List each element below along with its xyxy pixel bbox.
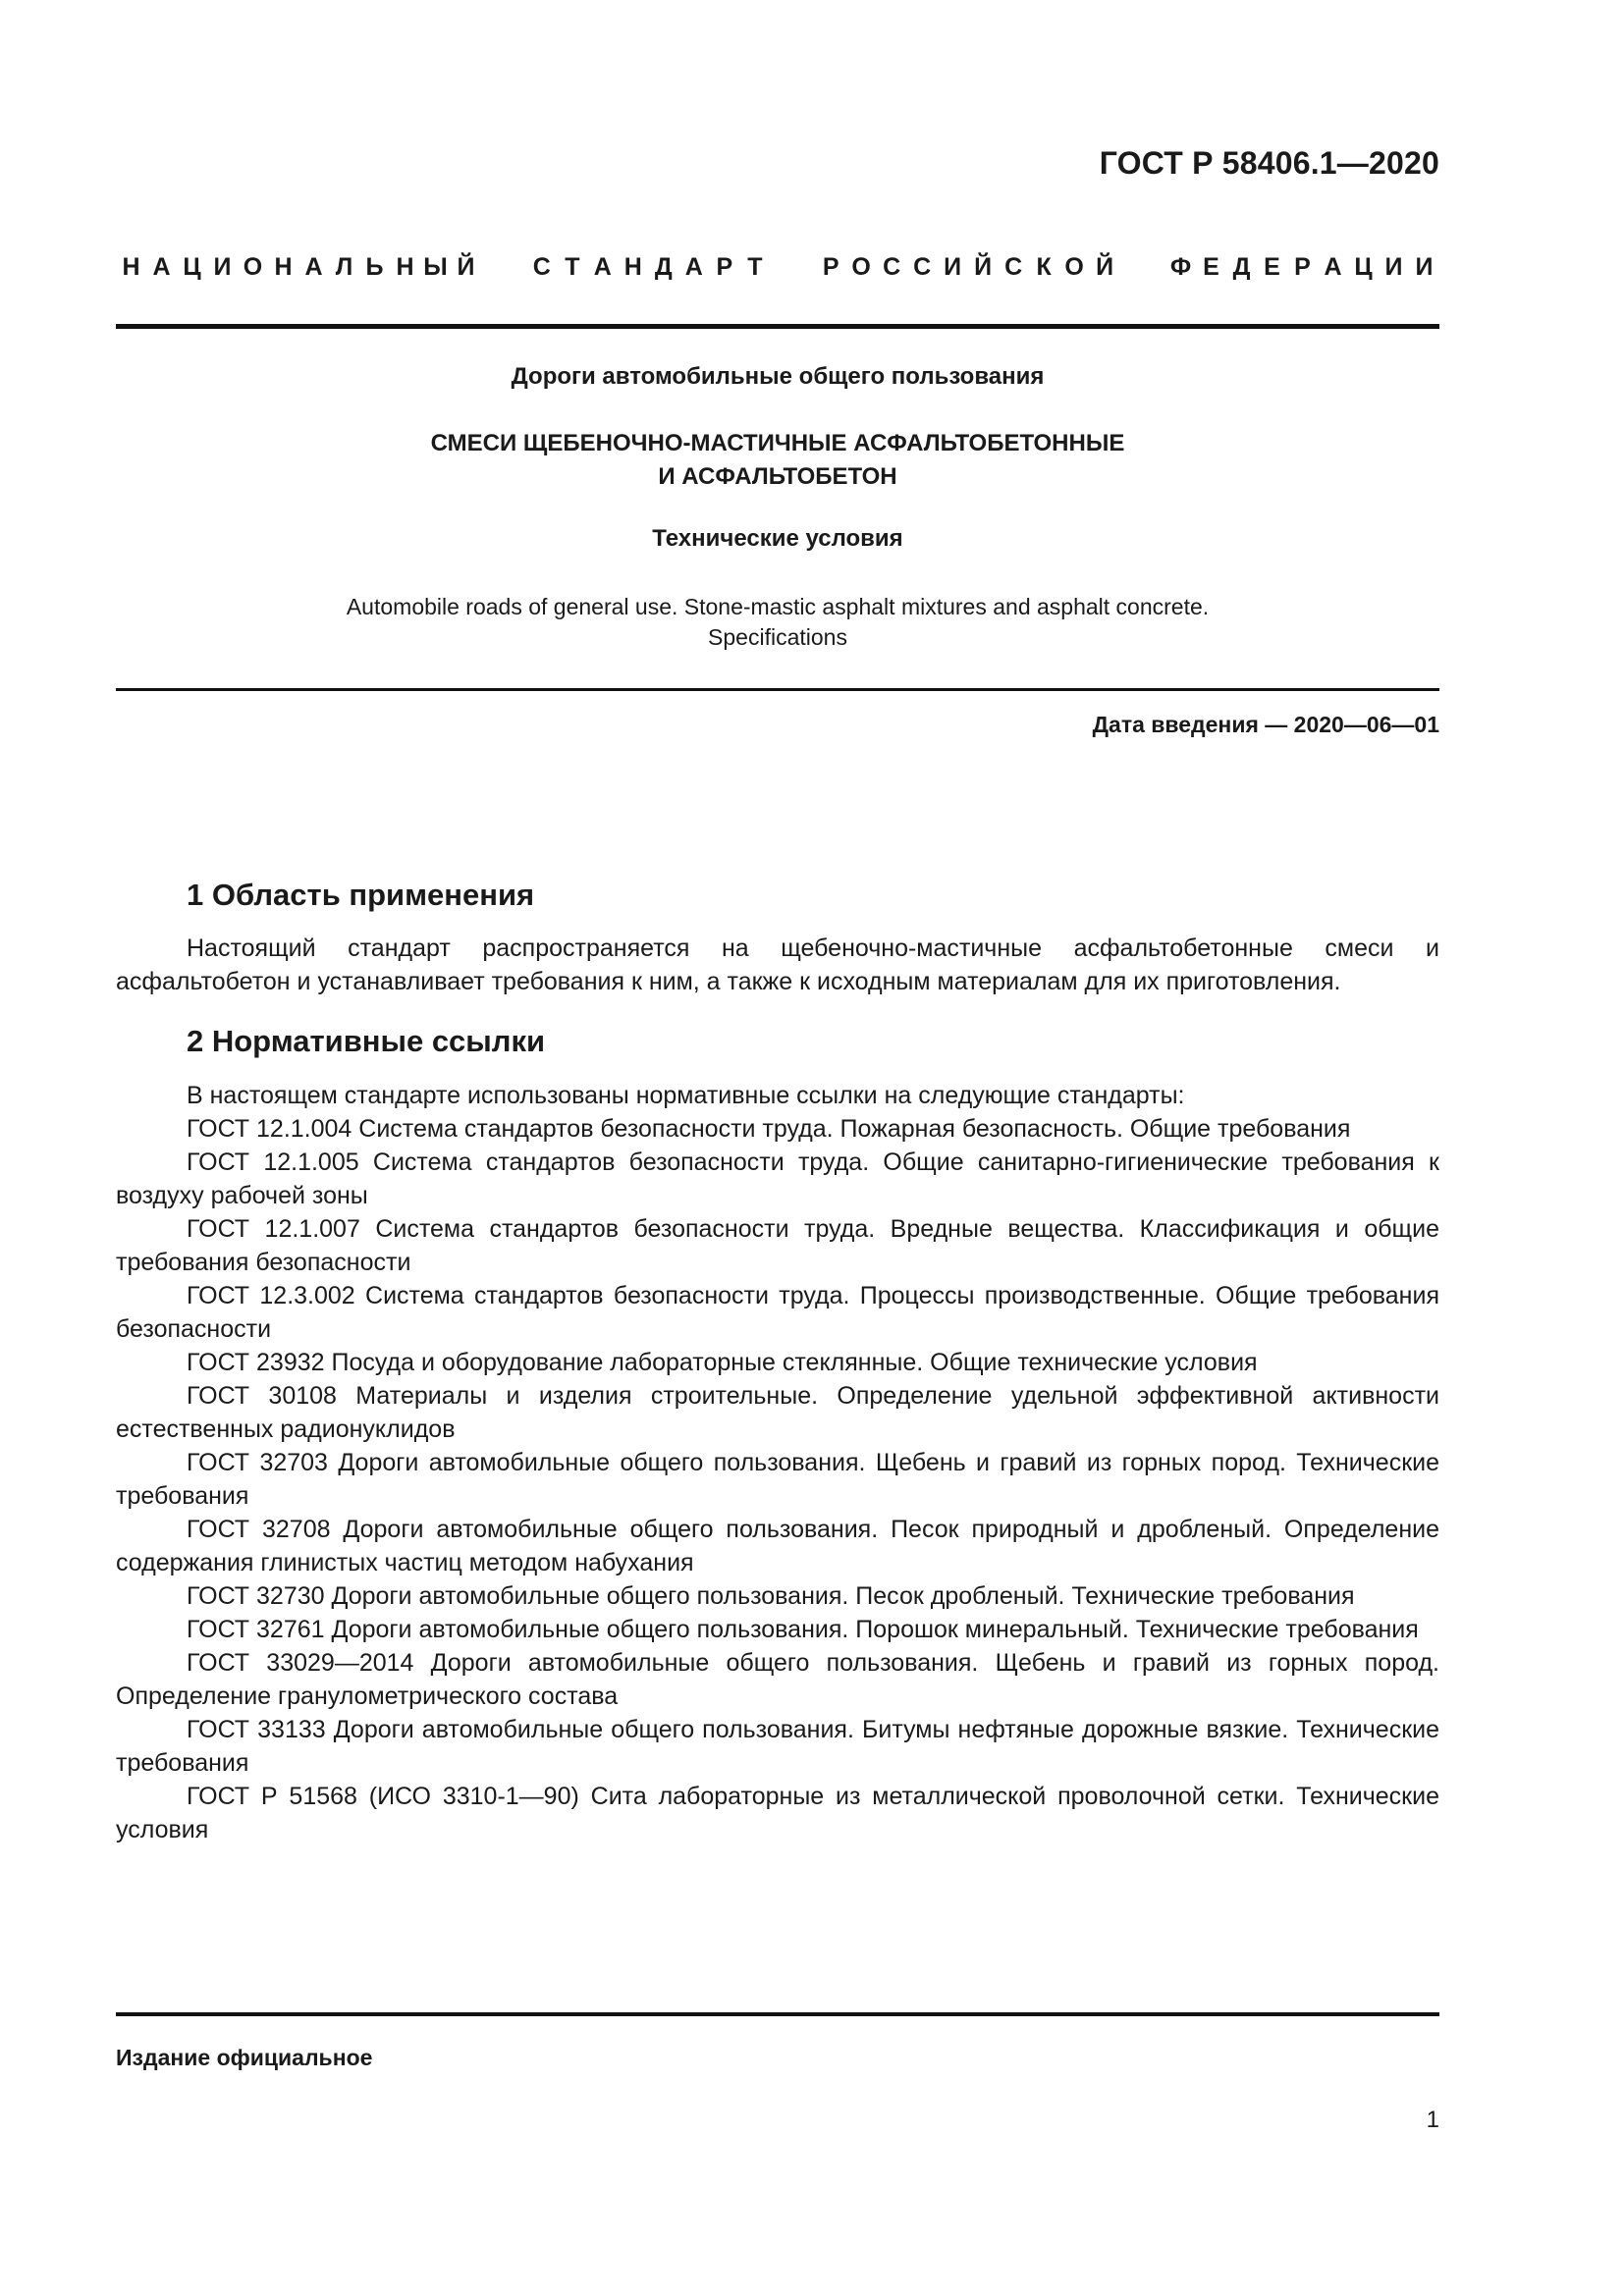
banner-letter: Й xyxy=(974,253,993,281)
standard-number: ГОСТ Р 58406.1—2020 xyxy=(1099,145,1439,181)
specification-title: Технические условия xyxy=(652,525,903,552)
banner-letter: Е xyxy=(1203,253,1219,281)
main-title-line-2: И АСФАЛЬТОБЕТОН xyxy=(658,463,897,490)
document-page xyxy=(116,0,1439,2296)
banner-letter: Т xyxy=(565,253,580,281)
reference-item: ГОСТ 30108 Материалы и изделия строительные. Определение удельной эффективной активности естественных радионуклидов xyxy=(116,1382,1439,1443)
banner-letter: Й xyxy=(457,253,475,281)
banner-letter: О xyxy=(1064,253,1084,281)
banner-letter: С xyxy=(883,253,901,281)
banner-letter: Р xyxy=(1294,253,1311,281)
section-heading-scope: 1 Область применения xyxy=(187,878,535,912)
banner-letter: О xyxy=(243,253,263,281)
banner-letter: А xyxy=(1324,253,1342,281)
english-title xyxy=(116,592,1439,653)
reference-item: ГОСТ 32708 Дороги автомобильные общего пользования. Песок природный и дробленый. Определение содержания глинистых частиц методом набухания xyxy=(116,1516,1439,1576)
footer-divider xyxy=(116,2012,1439,2016)
english-title-line-1: Automobile roads of general use. Stone-mastic asphalt mixtures and asphalt concrete. xyxy=(346,594,1210,619)
banner-letter: С xyxy=(913,253,932,281)
banner-letter: Т xyxy=(747,253,763,281)
section-heading-references: 2 Нормативные ссылки xyxy=(187,1024,546,1058)
reference-item: ГОСТ 12.3.002 Система стандартов безопасности труда. Процессы производственные. Общие требования безопасности xyxy=(116,1282,1439,1343)
banner-letter: С xyxy=(532,253,551,281)
banner-letter: Р xyxy=(716,253,733,281)
banner-letter: Н xyxy=(396,253,414,281)
banner-word-1 xyxy=(116,253,481,282)
banner-word-3 xyxy=(816,253,1120,282)
banner-letter: И xyxy=(213,253,232,281)
introduction-date: Дата введения — 2020—06—01 xyxy=(1092,712,1439,737)
reference-item: ГОСТ 12.1.004 Система стандартов безопасности труда. Пожарная безопасность. Общие требования xyxy=(187,1115,1351,1143)
banner-word-2 xyxy=(526,253,770,282)
main-title xyxy=(116,427,1439,494)
reference-item: ГОСТ 33133 Дороги автомобильные общего пользования. Битумы нефтяные дорожные вязкие. Технические требования xyxy=(116,1716,1439,1777)
title-divider xyxy=(116,688,1439,691)
banner-letter: Д xyxy=(654,253,673,281)
banner-letter: Ц xyxy=(1354,253,1373,281)
reference-item: ГОСТ 32703 Дороги автомобильные общего пользования. Щебень и гравий из горных пород. Технические требования xyxy=(116,1449,1439,1510)
banner-letter: Н xyxy=(274,253,293,281)
header-divider xyxy=(116,324,1439,329)
main-title-line-1: СМЕСИ ЩЕБЕНОЧНО-МАСТИЧНЫЕ АСФАЛЬТОБЕТОННЫЕ xyxy=(430,430,1125,456)
banner-letter: А xyxy=(593,253,612,281)
banner-letter: И xyxy=(944,253,962,281)
banner-letter: Ф xyxy=(1169,253,1192,281)
reference-item: ГОСТ 12.1.007 Система стандартов безопасности труда. Вредные вещества. Классификация и общие требования безопасности xyxy=(116,1215,1439,1276)
subject-title: Дороги автомобильные общего пользования xyxy=(511,363,1045,390)
reference-item: ГОСТ 23932 Посуда и оборудование лабораторные стеклянные. Общие технические условия xyxy=(187,1349,1258,1376)
banner-letter: Н xyxy=(122,253,140,281)
banner-letter: Р xyxy=(822,253,839,281)
banner-letter: И xyxy=(1415,253,1434,281)
reference-item: ГОСТ Р 51568 (ИСО 3310-1—90) Сита лабораторные из металлической проволочной сетки. Технические условия xyxy=(116,1783,1439,1843)
reference-item: ГОСТ 12.1.005 Система стандартов безопасности труда. Общие санитарно-гигиенические требования к воздуху рабочей зоны xyxy=(116,1148,1439,1209)
national-standard-banner xyxy=(116,253,1439,282)
reference-item: ГОСТ 33029—2014 Дороги автомобильные общего пользования. Щебень и гравий из горных пород. Определение гранулометрического состава xyxy=(116,1649,1439,1710)
banner-letter: Й xyxy=(1096,253,1114,281)
banner-letter: А xyxy=(684,253,703,281)
banner-letter: К xyxy=(1036,253,1052,281)
reference-item: ГОСТ 32730 Дороги автомобильные общего пользования. Песок дробленый. Технические требования xyxy=(187,1582,1355,1610)
document-body xyxy=(116,876,1439,1846)
page-number: 1 xyxy=(1426,2107,1439,2133)
banner-letter: Ц xyxy=(183,253,201,281)
scope-paragraph: Настоящий стандарт распространяется на щебеночно-мастичные асфальтобетонные смеси и асфальтобетон и устанавливает требования к ним, а также к исходным материалам для их приготовления. xyxy=(116,934,1439,995)
english-title-line-2: Specifications xyxy=(708,624,847,650)
edition-label: Издание официальное xyxy=(116,2045,373,2070)
reference-item: ГОСТ 32761 Дороги автомобильные общего пользования. Порошок минеральный. Технические требования xyxy=(187,1616,1419,1643)
banner-letter: Ь xyxy=(365,253,384,281)
banner-letter: Ы xyxy=(423,253,448,281)
banner-letter: Н xyxy=(623,253,642,281)
banner-letter: А xyxy=(304,253,323,281)
banner-letter: И xyxy=(1384,253,1403,281)
banner-letter: Д xyxy=(1232,253,1251,281)
banner-letter: Е xyxy=(1264,253,1280,281)
banner-letter: А xyxy=(152,253,171,281)
banner-letter: С xyxy=(1004,253,1023,281)
banner-letter: О xyxy=(851,253,871,281)
references-intro: В настоящем стандарте использованы нормативные ссылки на следующие стандарты: xyxy=(187,1082,1185,1109)
banner-letter: Л xyxy=(335,253,353,281)
banner-word-4 xyxy=(1165,253,1439,282)
